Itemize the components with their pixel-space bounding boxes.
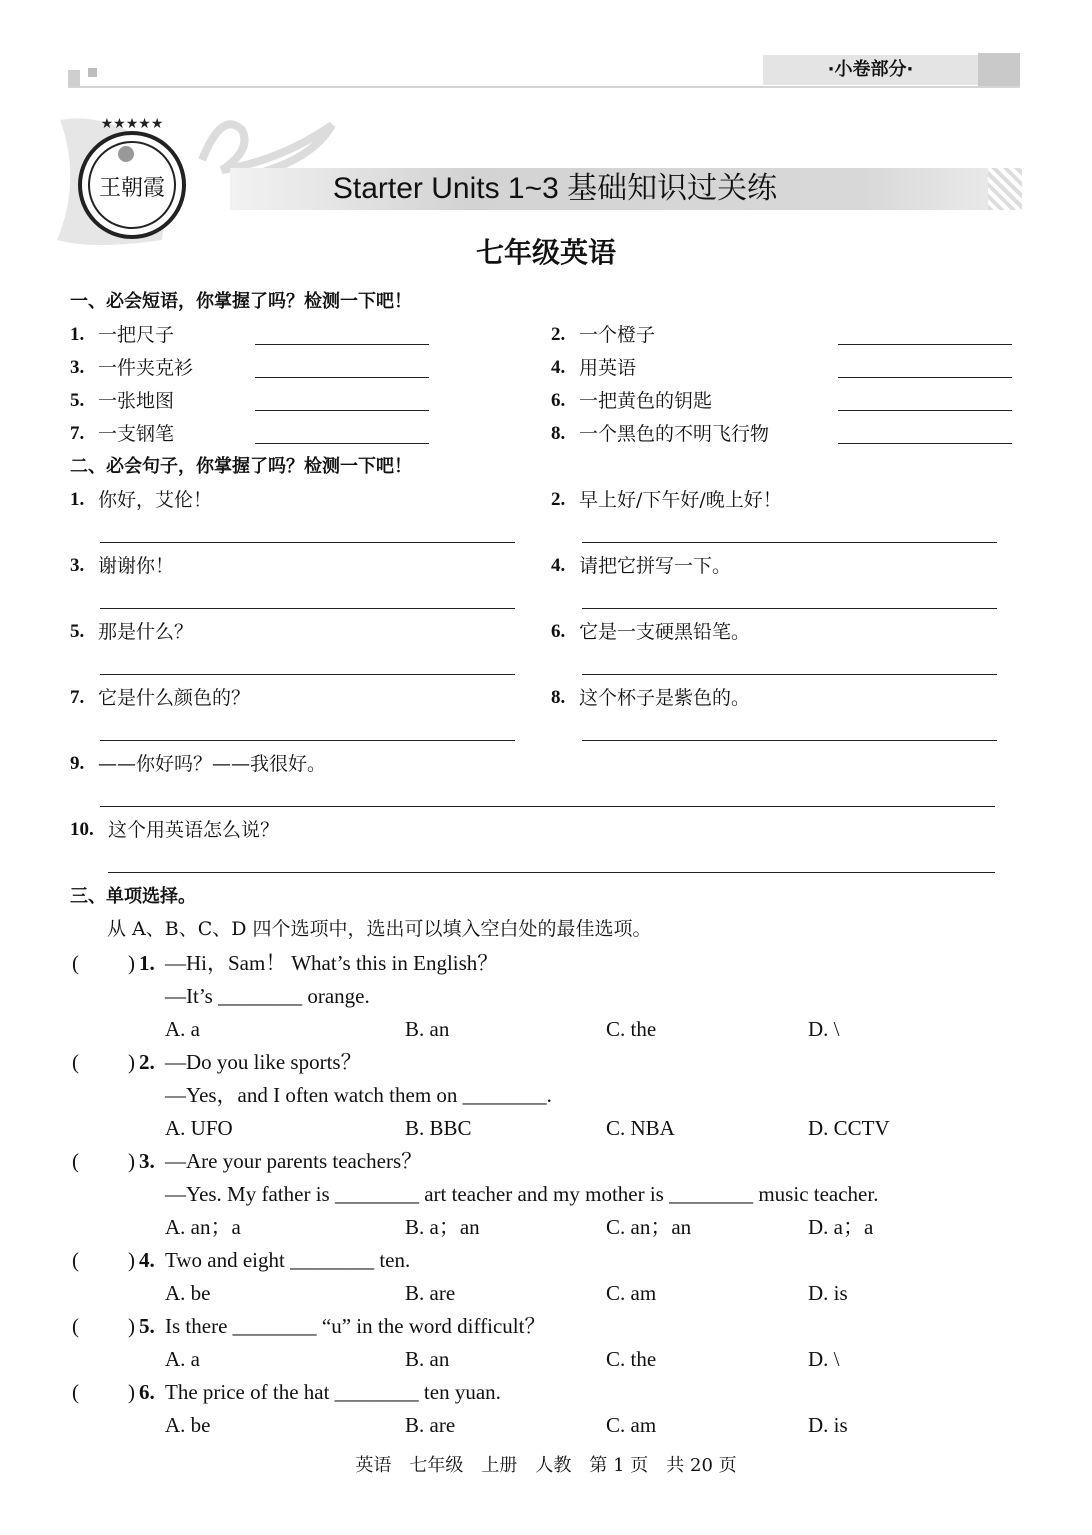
sentence-prompt: 早上好/下午好/晚上好！	[579, 489, 782, 511]
sentence-prompt: 谢谢你！	[98, 555, 175, 577]
answer-paren-open: (	[72, 1149, 79, 1173]
question-text: —Are your parents teachers？	[165, 1149, 423, 1173]
answer-paren-close: )	[128, 1314, 135, 1338]
question-text: —Do you like sports？	[165, 1050, 362, 1074]
question-text: Is there ________ “u” in the word difficult？	[165, 1314, 546, 1338]
phrase-prompt: 用英语	[579, 357, 637, 379]
question-number: 5.	[139, 1314, 155, 1338]
option-b[interactable]: B. are	[405, 1413, 456, 1437]
sentence-answer-blank[interactable]	[100, 542, 515, 543]
item-number: 1.	[70, 324, 85, 345]
phrase-answer-blank[interactable]	[838, 344, 1012, 345]
question-text: —Hi，Sam！ What’s this in English？	[165, 951, 499, 975]
item-number: 8.	[551, 687, 566, 708]
question-number: 6.	[139, 1380, 155, 1404]
part3-instruction: 从 A、B、C、D 四个选项中，选出可以填入空白处的最佳选项。	[107, 918, 652, 940]
sentence-answer-blank[interactable]	[108, 872, 995, 873]
page-title: Starter Units 1~3 基础知识过关练	[332, 172, 778, 205]
sentence-answer-blank[interactable]	[100, 806, 995, 807]
option-b[interactable]: B. a；an	[405, 1215, 480, 1239]
sentence-answer-blank[interactable]	[582, 674, 997, 675]
sentence-prompt: 它是什么颜色的？	[98, 687, 251, 709]
phrase-answer-blank[interactable]	[255, 410, 429, 411]
page-footer: 英语 七年级 上册 人教 第 1 页 共 20 页	[355, 1455, 737, 1476]
part3-heading: 三、单项选择。	[70, 886, 196, 907]
answer-paren-close: )	[128, 1050, 135, 1074]
question-text: —Yes. My father is ________ art teacher and my mother is ________ music teacher.	[165, 1182, 879, 1206]
answer-paren-open: (	[72, 1050, 79, 1074]
item-number: 8.	[551, 423, 566, 444]
phrase-answer-blank[interactable]	[838, 377, 1012, 378]
phrase-prompt: 一个橙子	[579, 324, 656, 346]
option-c[interactable]: C. an；an	[606, 1215, 692, 1239]
option-c[interactable]: C. am	[606, 1281, 657, 1305]
phrase-prompt: 一个黑色的不明飞行物	[579, 423, 770, 445]
sentence-prompt: ——你好吗？——我很好。	[98, 753, 327, 775]
item-number: 2.	[551, 489, 566, 510]
answer-paren-open: (	[72, 1314, 79, 1338]
phrase-answer-blank[interactable]	[838, 443, 1012, 444]
option-a[interactable]: A. be	[165, 1281, 211, 1305]
option-d[interactable]: D. is	[808, 1413, 848, 1437]
answer-paren-close: )	[128, 1149, 135, 1173]
question-text: The price of the hat ________ ten yuan.	[165, 1380, 501, 1404]
item-number: 7.	[70, 687, 85, 708]
sentence-answer-blank[interactable]	[100, 740, 515, 741]
phrase-answer-blank[interactable]	[838, 410, 1012, 411]
sentence-prompt: 这个用英语怎么说？	[108, 819, 280, 841]
header-divider	[68, 86, 1020, 88]
item-number: 6.	[551, 621, 566, 642]
svg-text:★★★★★: ★★★★★	[100, 116, 164, 132]
sentence-prompt: 它是一支硬黑铅笔。	[579, 621, 751, 643]
sentence-answer-blank[interactable]	[100, 608, 515, 609]
sentence-answer-blank[interactable]	[582, 608, 997, 609]
phrase-prompt: 一张地图	[98, 390, 175, 412]
section-label: ·小卷部分·	[827, 59, 914, 80]
option-d[interactable]: D. \	[808, 1347, 840, 1371]
sentence-answer-blank[interactable]	[100, 674, 515, 675]
option-d[interactable]: D. is	[808, 1281, 848, 1305]
question-text: —It’s ________ orange.	[165, 984, 370, 1008]
question-text: Two and eight ________ ten.	[165, 1248, 411, 1272]
section-label-tab	[978, 53, 1020, 87]
sentence-answer-blank[interactable]	[582, 740, 997, 741]
answer-paren-open: (	[72, 951, 79, 975]
answer-paren-open: (	[72, 1380, 79, 1404]
question-number: 1.	[139, 951, 155, 975]
option-a[interactable]: A. be	[165, 1413, 211, 1437]
option-b[interactable]: B. BBC	[405, 1116, 472, 1140]
option-d[interactable]: D. CCTV	[808, 1116, 890, 1140]
item-number: 6.	[551, 390, 566, 411]
sentence-prompt: 那是什么？	[98, 621, 194, 643]
sentence-prompt: 请把它拼写一下。	[579, 555, 732, 577]
option-c[interactable]: C. NBA	[606, 1116, 675, 1140]
item-number: 4.	[551, 555, 566, 576]
item-number: 1.	[70, 489, 85, 510]
item-number: 3.	[70, 357, 85, 378]
item-number: 5.	[70, 390, 85, 411]
item-number: 9.	[70, 753, 85, 774]
sentence-prompt: 你好，艾伦！	[98, 489, 213, 511]
phrase-answer-blank[interactable]	[255, 443, 429, 444]
option-c[interactable]: C. am	[606, 1413, 657, 1437]
option-a[interactable]: A. UFO	[165, 1116, 233, 1140]
phrase-prompt: 一把尺子	[98, 324, 175, 346]
option-b[interactable]: B. an	[405, 1347, 450, 1371]
answer-paren-close: )	[128, 1380, 135, 1404]
option-c[interactable]: C. the	[606, 1017, 657, 1041]
option-d[interactable]: D. a；a	[808, 1215, 874, 1239]
question-text: —Yes，and I often watch them on ________.	[165, 1083, 552, 1107]
page-subtitle: 七年级英语	[475, 236, 616, 269]
logo-text: 王朝霞	[98, 176, 166, 201]
question-number: 2.	[139, 1050, 155, 1074]
option-b[interactable]: B. an	[405, 1017, 450, 1041]
item-number: 7.	[70, 423, 85, 444]
item-number: 5.	[70, 621, 85, 642]
item-number: 4.	[551, 357, 566, 378]
answer-paren-close: )	[128, 951, 135, 975]
phrase-prompt: 一支钢笔	[98, 423, 175, 445]
title-bar-dots	[988, 168, 1022, 210]
sentence-answer-blank[interactable]	[582, 542, 997, 543]
answer-paren-open: (	[72, 1248, 79, 1272]
answer-paren-close: )	[128, 1248, 135, 1272]
item-number: 10.	[70, 819, 94, 840]
phrase-prompt: 一件夹克衫	[98, 357, 194, 379]
question-number: 3.	[139, 1149, 155, 1173]
sentence-prompt: 这个杯子是紫色的。	[579, 687, 751, 709]
corner-decoration	[68, 70, 80, 86]
option-a[interactable]: A. an；a	[165, 1215, 241, 1239]
corner-decoration	[88, 68, 97, 77]
option-c[interactable]: C. the	[606, 1347, 657, 1371]
phrase-answer-blank[interactable]	[255, 344, 429, 345]
option-b[interactable]: B. are	[405, 1281, 456, 1305]
phrase-answer-blank[interactable]	[255, 377, 429, 378]
phrase-prompt: 一把黄色的钥匙	[579, 390, 713, 412]
option-a[interactable]: A. a	[165, 1017, 200, 1041]
part2-heading: 二、必会句子，你掌握了吗？检测一下吧！	[70, 456, 412, 477]
option-d[interactable]: D. \	[808, 1017, 840, 1041]
item-number: 2.	[551, 324, 566, 345]
item-number: 3.	[70, 555, 85, 576]
option-a[interactable]: A. a	[165, 1347, 200, 1371]
part1-heading: 一、必会短语，你掌握了吗？检测一下吧！	[70, 291, 412, 312]
question-number: 4.	[139, 1248, 155, 1272]
